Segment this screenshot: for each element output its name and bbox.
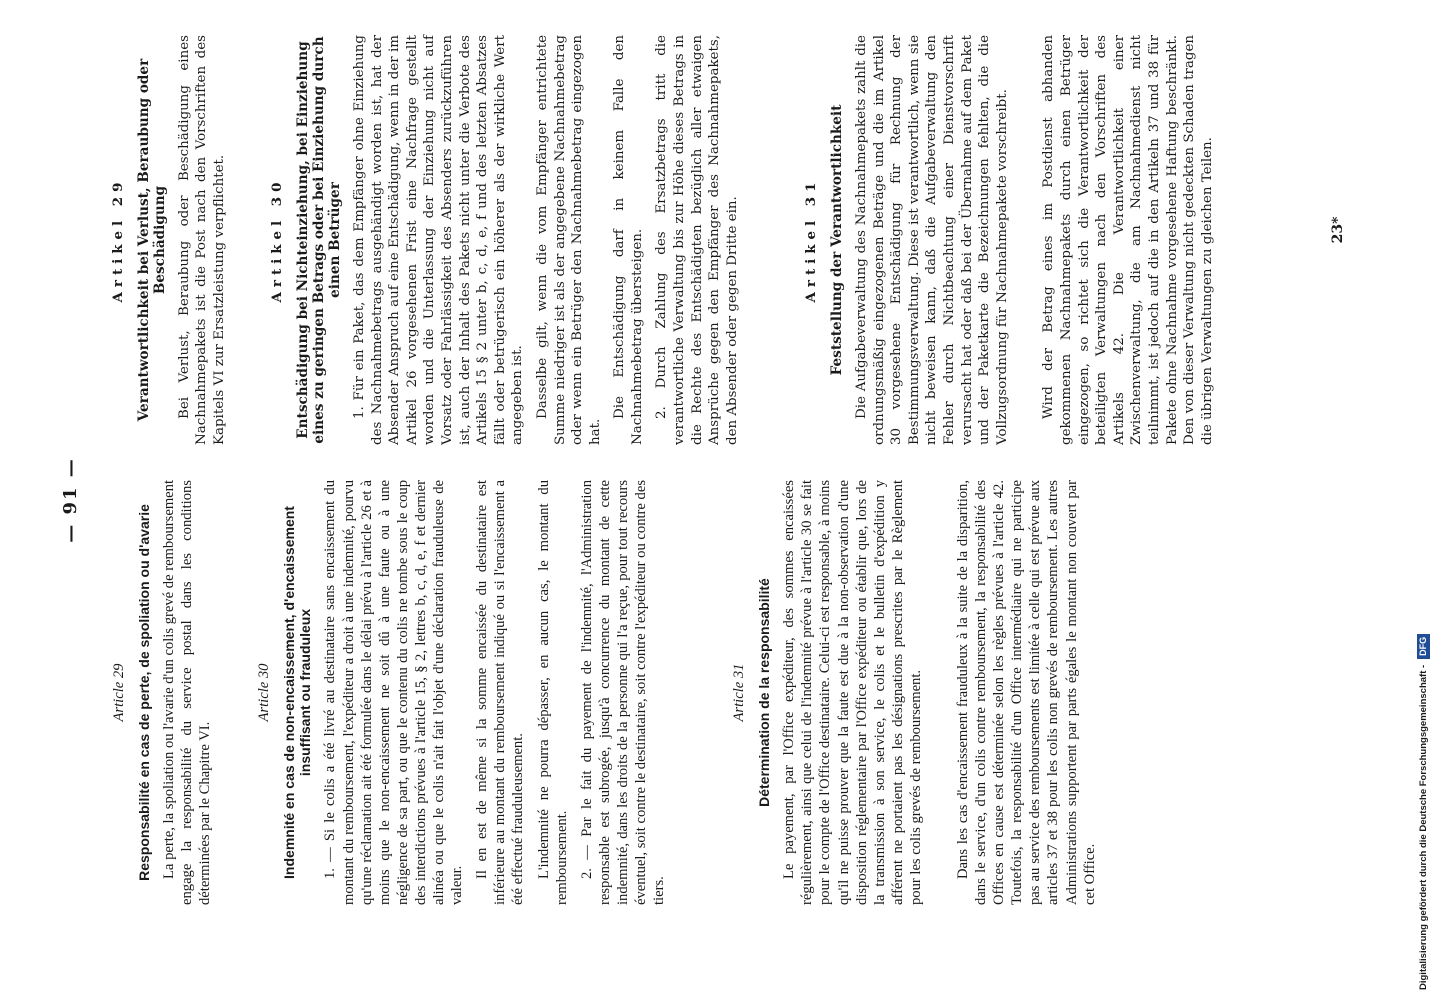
french-column [110, 480, 1106, 905]
de-article-31-title: Feststellung der Verantwortlichkeit [829, 104, 846, 376]
de-article-30-paragraph-1: 1. Für ein Paket, das dem Empfänger ohne Einziehung des Nachnahmebetrags ausgehändigt worden ist, hat der Absender Anspruch auf eine Entschädigung, wenn in der im Artikel 26 vorgesehenen Frist eine Nachfrage gestellt worden und die Unterlassung der Einziehung nicht auf Vorsatz oder Fahrlässigkeit des Absenders zurückzuführen ist, auch der Inhalt des Pakets nicht unter die Verbote des Artikels 15 § 2 unter b, c, d, e, f und des letzten Absatzes fällt oder betrügerisch ein höherer als der wirkliche Wert angegeben ist. [351, 35, 526, 445]
fr-article-31-paragraph-1: Le payement, par l'Office expéditeur, des sommes encaissées régulièrement, ainsi que celui de l'indemnité prévue à l'article 30 se fait pour le compte de l'Office destinataire. Celui-ci est responsable, à moins qu'il ne puisse prouver que la faute est due à la non-observation d'une disposition réglementaire par l'Office expéditeur ou établir que, lors de la transmission à son service, le colis et le bulletin d'expédition y afférent ne portaient pas les désignations prescrites par le Règlement pour les colis grevés de remboursement. [781, 480, 924, 905]
signature-mark-text: 23* [1330, 216, 1346, 244]
de-article-29-title: Verantwortlichkeit bei Verlust, Beraubung oder Beschädigung [135, 58, 168, 422]
fr-article-29-heading: Article 29 [111, 663, 127, 722]
fr-article-31-paragraph-2: Dans les cas d'encaissement frauduleux à la suite de la disparition, dans le service, d'un colis contre remboursement, la responsabilité des Offices en cause est déterminée selon les règles prévues à l'article 42. Toutefois, la responsabilité d'un Office intermédiaire qui ne participe pas au service des remboursements est limitée à celle qui est prévue aux articles 37 et 38 pour les colis non grevés de remboursement. Les autres Administrations supportent par parts égales le montant non couvert par cet Office. [955, 480, 1098, 905]
de-article-31-paragraph-1: Die Aufgabeverwaltung des Nachnahmepakets zahlt die ordnungsmäßig eingezogenen Beträge und die im Artikel 30 vorgesehene Entschädigung für Rechnung der Bestimmungsverwaltung. Diese ist verantwortlich, wenn sie nicht beweisen kann, daß die Aufgabeverwaltung den Fehler durch Nichtbeachtung einer Dienstvorschrift verursacht hat oder daß bei der Übernahme auf dem Paket und der Paketkarte die Bezeichnungen fehlten, die die Vollzugsordnung für Nachnahmepakete vorschreibt. [854, 35, 1010, 445]
signature-mark [1330, 0, 1346, 1000]
fr-article-30-paragraph-4: 2. — Par le fait du payement de l'indemnité, l'Administration responsable est subrogée, jusqu'à concurrence du montant de cette indemnité, dans les droits de la personne qui l'a reçue, pour tout recours éventuel, soit contre le destinataire, soit contre l'expéditeur ou contre des tiers. [578, 480, 668, 905]
de-article-30-heading: Artikel 30 [269, 177, 286, 303]
fr-article-31-heading: Article 31 [731, 663, 748, 722]
de-article-30-title: Entschädigung bei Nichteinziehung, bei Einziehung eines zu geringen Betrags oder bei Einziehung durch einen Betrüger [294, 36, 343, 444]
fr-article-30-paragraph-3: L'indemnité ne pourra dépasser, en aucun cas, le montant du remboursement. [535, 480, 570, 905]
fr-article-30-title: Indemnité en cas de non-encaissement, d'encaissement insuffisant ou frauduleux [281, 506, 314, 879]
fr-article-29-title: Responsabilité en cas de perte, de spoliation ou d'avarie [136, 504, 153, 881]
de-article-30-paragraph-3: Die Entschädigung darf in keinem Falle den Nachnahmebetrag übersteigen. [612, 35, 645, 445]
digitization-note [1416, 10, 1432, 990]
de-article-29-paragraph: Bei Verlust, Beraubung oder Beschädigung eines Nachnahmepakets ist die Post nach den Vorschriften des Kapitels VI zur Ersatzleistung verpflichtet. [176, 35, 227, 445]
german-column [110, 35, 1223, 445]
fr-article-30-paragraph-2: Il en est de même si la somme encaissée du destinataire est inférieure au montant du remboursement indiqué ou si l'encaissement a été effectué frauduleusement. [474, 480, 527, 905]
dfg-logo: DFG [1417, 634, 1430, 659]
fr-article-31-title: Détermination de la responsabilité [756, 578, 773, 807]
fr-article-29-paragraph: La perte, la spoliation ou l'avarie d'un colis grevé de remboursement engage la responsabilité du service postal dans les conditions déterminées par le Chapitre VI. [161, 480, 214, 905]
de-article-30-paragraph-4: 2. Durch Zahlung des Ersatzbetrags tritt die verantwortliche Verwaltung bis zur Höhe dieses Betrags in die Rechte des Entschädigten bezüglich aller etwaigen Ansprüche gegen den Empfänger des Nachnahmepakets, den Absender oder gegen Dritte ein. [654, 35, 740, 445]
page-number: — 91 — [60, 457, 81, 543]
de-article-30-paragraph-2: Dasselbe gilt, wenn die vom Empfänger entrichtete Summe niedriger ist als der angegebene Nachnahmebetrag oder wenn ein Betrüger den Nachnahmebetrag eingezogen hat. [534, 35, 603, 445]
fr-article-30-heading: Article 30 [256, 663, 273, 722]
de-article-31-paragraph-2: Wird der Betrag eines im Postdienst abhanden gekommenen Nachnahmepakets durch einen Betrüger eingezogen, so richtet sich die Verantwortlichkeit der beteiligten Verwaltungen nach den Vorschriften des Artikels 42. Die Verantwortlichkeit einer Zwischenverwaltung, die am Nachnahmedienst nicht teilnimmt, ist jedoch auf die in den Artikeln 37 und 38 für Pakete ohne Nachnahme vorgesehene Haftung beschränkt. Den von dieser Verwaltung nicht gedeckten Schaden tragen die übrigen Verwaltungen zu gleichen Teilen. [1041, 35, 1215, 445]
fr-article-30-paragraph-1: 1. — Si le colis a été livré au destinataire sans encaissement du montant du remboursement, l'expéditeur a droit à une indemnité, pourvu qu'une réclamation ait été formulée dans le délai prévu à l'article 26 et à moins que le non-encaissement ne soit dû à une faute ou à une négligence de sa part, ou que le contenu du colis ne tombe sous le coup des interdictions prévues à l'article 15, § 2, lettres b, c, d, e, f et dernier alinéa ou que le colis n'ait fait l'objet d'une déclaration frauduleuse de valeur. [322, 480, 466, 905]
digitization-note-text: Digitalisierung gefördert durch die Deutsche Forschungsgemeinschaft - [1418, 664, 1429, 990]
de-article-31-heading: Artikel 31 [803, 177, 820, 303]
de-article-29-heading: Artikel 29 [110, 177, 126, 303]
